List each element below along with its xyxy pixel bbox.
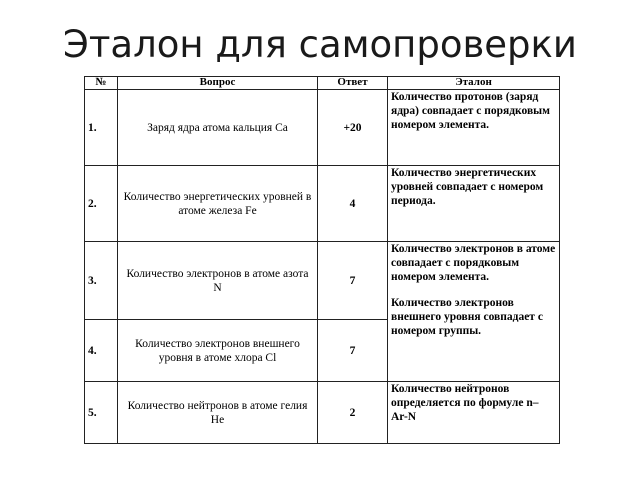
row-standard: Количество нейтронов определяется по формуле n– Ar-N [388,382,560,444]
table-row [85,242,560,320]
row-number: 1. [85,90,118,166]
table-row [85,382,560,444]
row-answer: 7 [318,320,388,382]
row-standard: Количество протонов (заряд ядра) совпадает с порядковым номером элемента. [388,90,560,166]
row-question: Количество энергетических уровней в атоме железа Fe [118,166,318,242]
table-header-row [85,77,560,90]
header-number: № [85,77,118,90]
row-number: 2. [85,166,118,242]
row-question: Заряд ядра атома кальция Ca [118,90,318,166]
row-answer: 4 [318,166,388,242]
row-standard: Количество энергетических уровней совпадает с номером периода. [388,166,560,242]
header-standard: Эталон [388,77,560,90]
row-question: Количество нейтронов в атоме гелия He [118,382,318,444]
row-answer: 7 [318,242,388,320]
header-answer: Ответ [318,77,388,90]
row-standard: Количество электронов внешнего уровня совпадает с номером группы. [391,297,543,337]
slide-title: Эталон для самопроверки [63,23,577,66]
etalon-table [84,76,560,444]
header-question: Вопрос [118,77,318,90]
row-question: Количество электронов в атоме азота N [118,242,318,320]
row-question: Количество электронов внешнего уровня в атоме хлора Cl [118,320,318,382]
row-standard-merged [388,242,560,382]
row-answer: 2 [318,382,388,444]
row-number: 3. [85,242,118,320]
row-number: 4. [85,320,118,382]
standard-spacer [391,284,556,296]
table-row [85,166,560,242]
row-answer: +20 [318,90,388,166]
row-number: 5. [85,382,118,444]
table-row [85,90,560,166]
row-standard: Количество электронов в атоме совпадает с порядковым номером элемента. [391,243,556,283]
